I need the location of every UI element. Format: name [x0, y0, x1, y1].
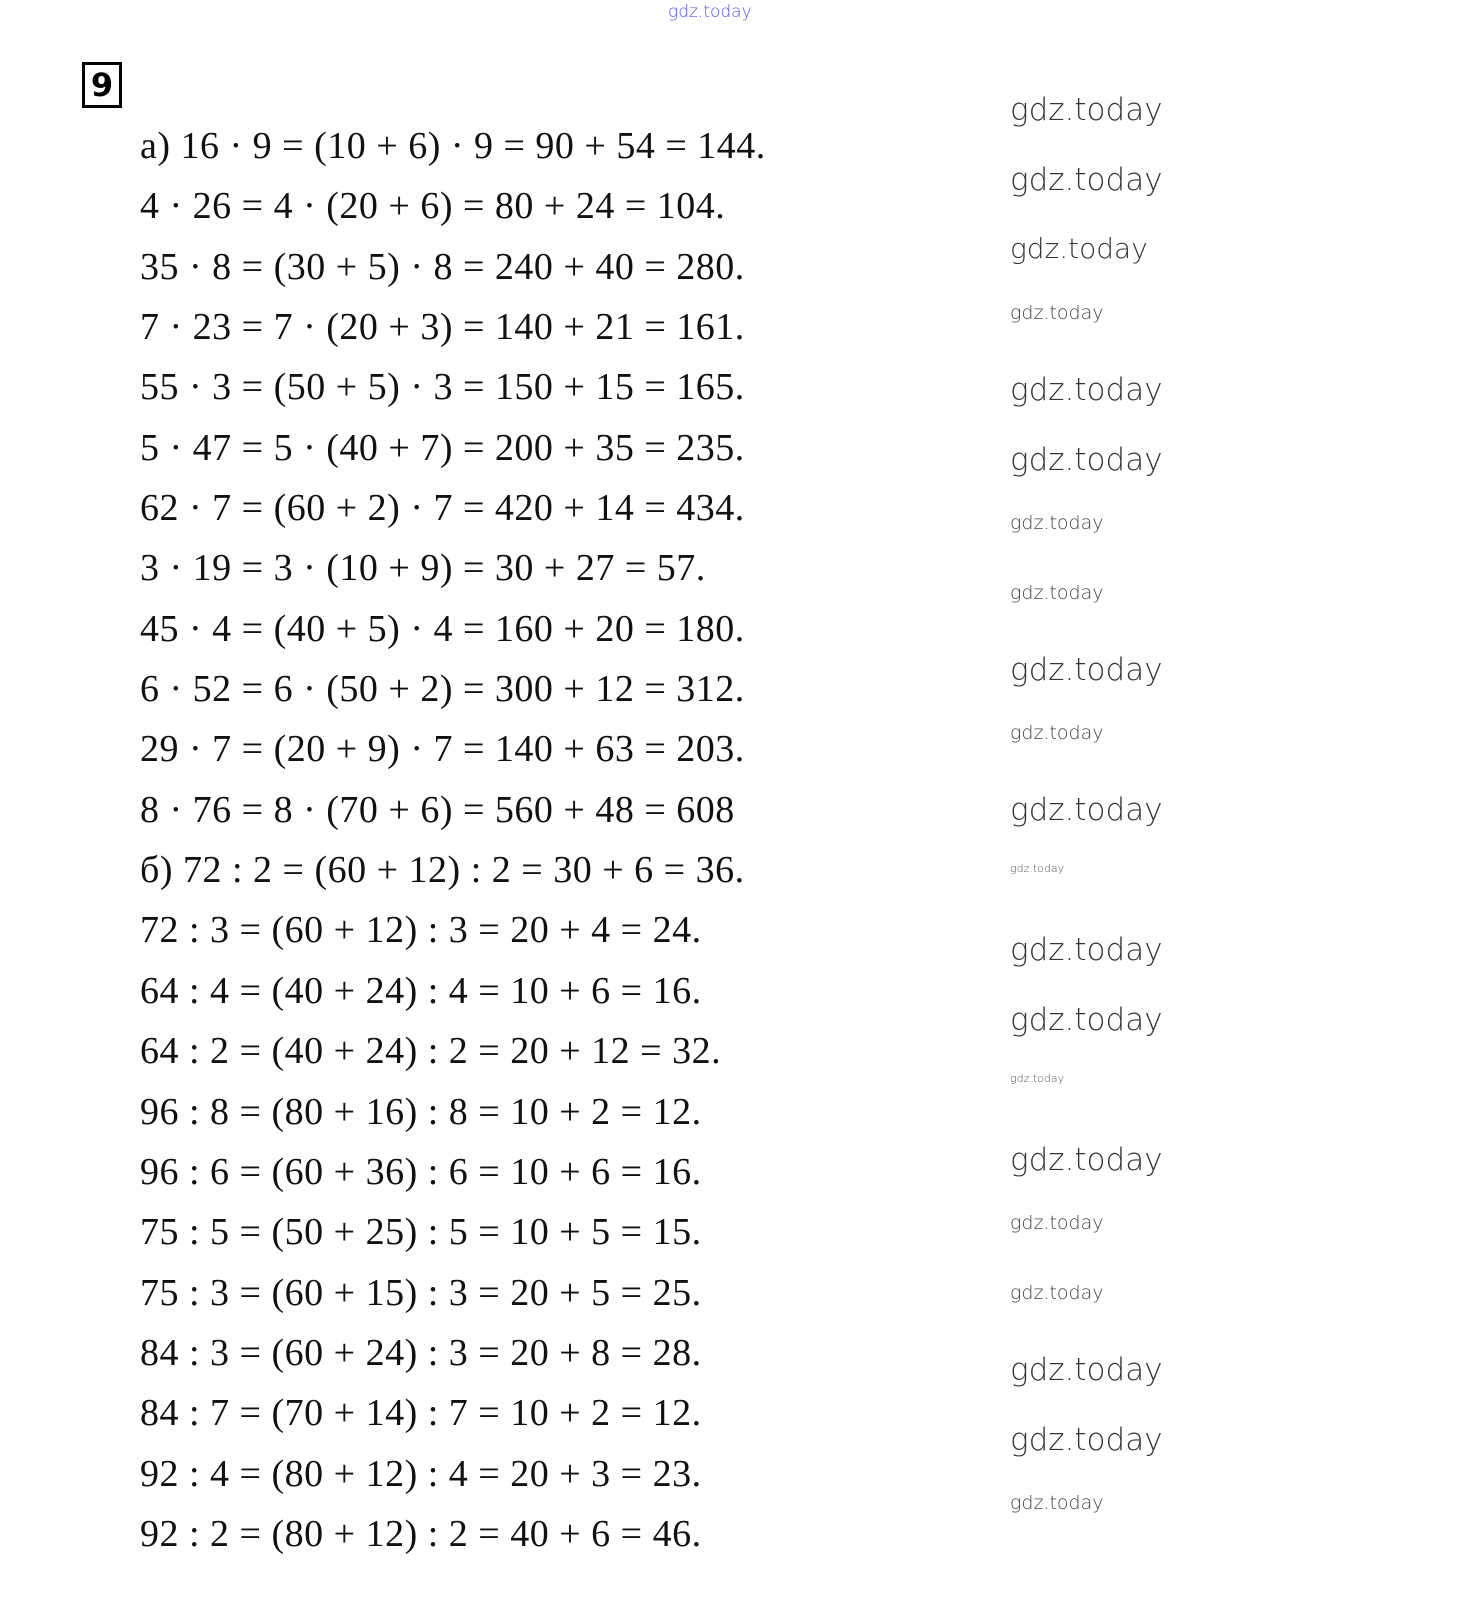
equation-line: 64 : 4 = (40 + 24) : 4 = 10 + 6 = 16. [140, 969, 702, 1012]
equation-line: 3 · 19 = 3 · (10 + 9) = 30 + 27 = 57. [140, 547, 706, 590]
equation-line: 92 : 2 = (80 + 12) : 2 = 40 + 6 = 46. [140, 1512, 702, 1555]
watermark: gdz.today [1010, 442, 1163, 478]
watermark: gdz.today [1010, 1142, 1163, 1178]
watermark: gdz.today [1010, 722, 1104, 744]
equation-line: б) 72 : 2 = (60 + 12) : 2 = 30 + 6 = 36. [140, 849, 745, 892]
watermark: gdz.today [1010, 162, 1163, 198]
watermark: gdz.today [1010, 512, 1104, 534]
equation-line: 7 · 23 = 7 · (20 + 3) = 140 + 21 = 161. [140, 306, 745, 349]
equation-line: а) 16 · 9 = (10 + 6) · 9 = 90 + 54 = 144. [140, 125, 766, 167]
watermark: gdz.today [1010, 232, 1148, 265]
equation-line: 35 · 8 = (30 + 5) · 8 = 240 + 40 = 280. [140, 245, 745, 288]
watermark: gdz.today [1010, 1492, 1104, 1514]
equation-line: 75 : 3 = (60 + 15) : 3 = 20 + 5 = 25. [140, 1271, 702, 1314]
equation-line: 96 : 6 = (60 + 36) : 6 = 10 + 6 = 16. [140, 1150, 702, 1193]
watermark: gdz.today [1010, 302, 1104, 324]
watermark: gdz.today [1010, 1352, 1163, 1388]
equation-line: 5 · 47 = 5 · (40 + 7) = 200 + 35 = 235. [140, 426, 745, 469]
watermark: gdz.today [1010, 1212, 1104, 1234]
equation-line: 55 · 3 = (50 + 5) · 3 = 150 + 15 = 165. [140, 366, 745, 409]
watermark: gdz.today [1010, 932, 1163, 968]
watermark: gdz.today [1010, 582, 1104, 604]
watermark: gdz.today [1010, 92, 1163, 128]
equation-line: 75 : 5 = (50 + 25) : 5 = 10 + 5 = 15. [140, 1211, 702, 1254]
equation-line: 45 · 4 = (40 + 5) · 4 = 160 + 20 = 180. [140, 607, 745, 650]
equation-line: 84 : 7 = (70 + 14) : 7 = 10 + 2 = 12. [140, 1392, 702, 1435]
equation-line: 8 · 76 = 8 · (70 + 6) = 560 + 48 = 608 [140, 788, 735, 831]
equation-line: 92 : 4 = (80 + 12) : 4 = 20 + 3 = 23. [140, 1452, 702, 1495]
header-watermark: gdz.today [668, 2, 752, 22]
equation-line: 4 · 26 = 4 · (20 + 6) = 80 + 24 = 104. [140, 185, 726, 228]
equation-line: 72 : 3 = (60 + 12) : 3 = 20 + 4 = 24. [140, 909, 702, 952]
watermark: gdz.today [1010, 1282, 1104, 1304]
watermark: gdz.today [1010, 1002, 1163, 1038]
equation-line: 84 : 3 = (60 + 24) : 3 = 20 + 8 = 28. [140, 1331, 702, 1374]
equation-line: 62 · 7 = (60 + 2) · 7 = 420 + 14 = 434. [140, 487, 745, 530]
watermark: gdz.today [1010, 372, 1163, 408]
equation-line: 64 : 2 = (40 + 24) : 2 = 20 + 12 = 32. [140, 1030, 722, 1073]
equation-line: 29 · 7 = (20 + 9) · 7 = 140 + 63 = 203. [140, 728, 745, 771]
exercise-number: 9 [82, 62, 122, 108]
equation-line: 6 · 52 = 6 · (50 + 2) = 300 + 12 = 312. [140, 668, 745, 711]
equation-line: 96 : 8 = (80 + 16) : 8 = 10 + 2 = 12. [140, 1090, 702, 1133]
solution-lines [140, 122, 766, 1570]
watermark: gdz.today [1010, 652, 1163, 688]
watermark: gdz.today [1010, 1072, 1065, 1085]
watermark: gdz.today [1010, 862, 1065, 875]
watermark: gdz.today [1010, 1422, 1163, 1458]
watermark: gdz.today [1010, 792, 1163, 828]
